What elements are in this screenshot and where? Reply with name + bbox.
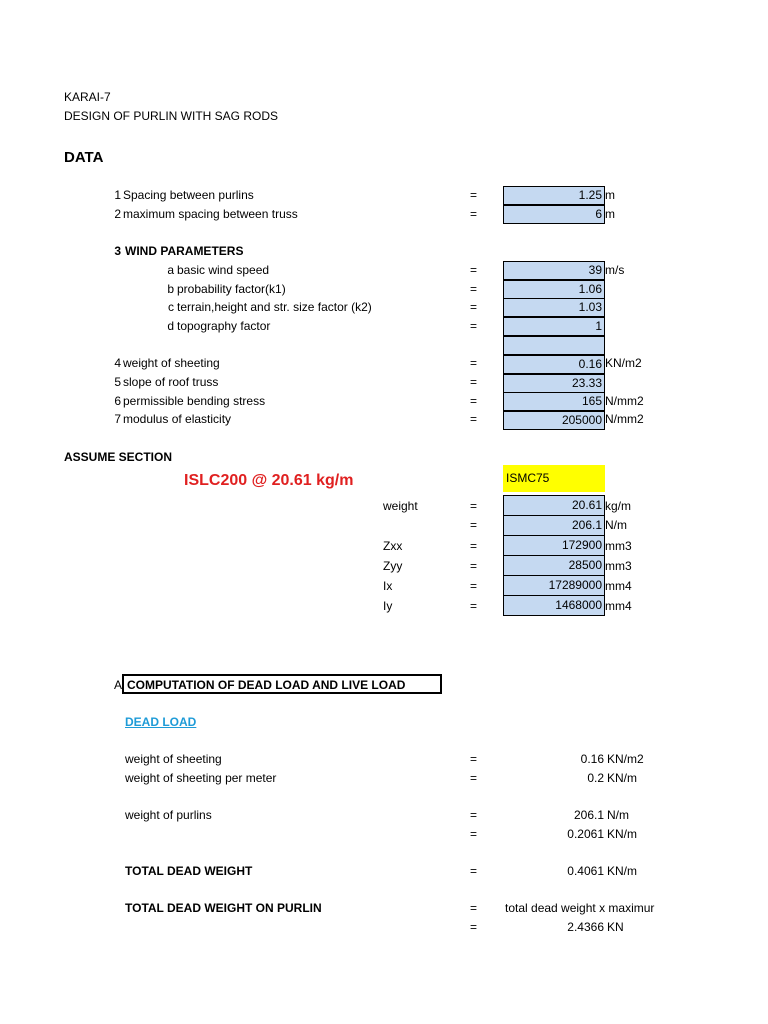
unit-label: N/mm2 <box>605 412 644 426</box>
calc-label: TOTAL DEAD WEIGHT <box>125 864 253 878</box>
equals-sign: = <box>470 539 478 553</box>
equals-sign: = <box>470 375 478 389</box>
empty-cell[interactable] <box>503 336 605 355</box>
equals-sign: = <box>470 920 478 934</box>
unit-label: kg/m <box>605 499 632 513</box>
unit-label: mm4 <box>605 579 632 593</box>
calc-label: TOTAL DEAD WEIGHT ON PURLIN <box>125 901 322 915</box>
prop-label: Zyy <box>383 559 403 573</box>
value-cell[interactable]: 39 <box>503 261 605 280</box>
row-num: 7 <box>114 412 121 426</box>
value-cell[interactable]: 23.33 <box>503 374 605 393</box>
row-label: maximum spacing between truss <box>123 207 298 221</box>
item-label: probability factor(k1) <box>177 282 286 296</box>
computation-title: COMPUTATION OF DEAD LOAD AND LIVE LOAD <box>127 678 406 692</box>
value-cell[interactable]: 1 <box>503 317 605 336</box>
row-label: slope of roof truss <box>123 375 219 389</box>
calc-value: 0.2 <box>587 771 604 785</box>
row-label: Spacing between purlins <box>123 188 254 202</box>
equals-sign: = <box>470 282 478 296</box>
value-cell[interactable]: 17289000 <box>503 575 605 596</box>
section-letter: A <box>114 678 123 692</box>
equals-sign: = <box>470 901 478 915</box>
unit-label: KN/m <box>607 771 637 785</box>
unit-label: KN/m <box>607 827 637 841</box>
calc-value: 0.16 <box>580 752 604 766</box>
section-title: ISLC200 @ 20.61 kg/m <box>184 472 354 489</box>
prop-label: Zxx <box>383 539 403 553</box>
wind-heading: WIND PARAMETERS <box>125 244 244 258</box>
unit-label: N/mm2 <box>605 394 644 408</box>
value-cell[interactable]: 205000 <box>503 411 605 430</box>
value-cell[interactable]: 6 <box>503 205 605 224</box>
calc-value: 206.1 <box>573 808 604 822</box>
sheet-id: KARAI-7 <box>64 90 111 104</box>
sheet-title: DESIGN OF PURLIN WITH SAG RODS <box>64 109 279 123</box>
data-heading: DATA <box>64 149 104 166</box>
value-cell[interactable]: 28500 <box>503 555 605 576</box>
value-cell[interactable]: 1.03 <box>503 298 605 317</box>
unit-label: N/m <box>605 518 627 532</box>
unit-label: m <box>605 188 615 202</box>
dead-load-link[interactable]: DEAD LOAD <box>125 715 197 729</box>
row-num: 5 <box>114 375 121 389</box>
unit-label: m <box>605 207 615 221</box>
item-letter: d <box>167 319 174 333</box>
calc-value: 2.4366 <box>567 920 604 934</box>
equals-sign: = <box>470 412 478 426</box>
equals-sign: = <box>470 263 478 277</box>
unit-label: KN/m <box>607 864 637 878</box>
section-name-cell[interactable]: ISMC75 <box>503 465 605 492</box>
row-label: modulus of elasticity <box>123 412 232 426</box>
equals-sign: = <box>470 300 478 314</box>
item-label: terrain,height and str. size factor (k2) <box>177 300 372 314</box>
unit-label: KN/m2 <box>607 752 644 766</box>
row-label: permissible bending stress <box>123 394 266 408</box>
row-num: 1 <box>114 188 121 202</box>
unit-label: m/s <box>605 263 625 277</box>
unit-label: mm4 <box>605 599 632 613</box>
computation-title-box <box>122 674 442 694</box>
value-cell[interactable]: 206.1 <box>503 515 605 536</box>
calc-label: weight of purlins <box>125 808 212 822</box>
value-cell[interactable]: 0.16 <box>503 355 605 374</box>
equals-sign: = <box>470 771 478 785</box>
calc-label: weight of sheeting per meter <box>125 771 277 785</box>
unit-label: KN/m2 <box>605 356 642 370</box>
equals-sign: = <box>470 864 478 878</box>
row-num: 2 <box>114 207 121 221</box>
prop-label: weight <box>383 499 418 513</box>
equals-sign: = <box>470 579 478 593</box>
item-letter: b <box>167 282 174 296</box>
row-num: 4 <box>114 356 121 370</box>
value-cell[interactable]: 20.61 <box>503 495 605 516</box>
item-letter: c <box>168 300 174 314</box>
equals-sign: = <box>470 827 478 841</box>
prop-label: Iy <box>383 599 393 613</box>
equals-sign: = <box>470 518 478 532</box>
item-label: basic wind speed <box>177 263 270 277</box>
value-cell[interactable]: 1.25 <box>503 186 605 205</box>
equals-sign: = <box>470 319 478 333</box>
row-num: 3 <box>114 244 121 258</box>
value-cell[interactable]: 1.06 <box>503 280 605 299</box>
equals-sign: = <box>470 599 478 613</box>
item-label: topography factor <box>177 319 271 333</box>
equals-sign: = <box>470 188 478 202</box>
unit-label: N/m <box>607 808 629 822</box>
equals-sign: = <box>470 394 478 408</box>
calc-value: 0.2061 <box>567 827 604 841</box>
equals-sign: = <box>470 499 478 513</box>
row-label: weight of sheeting <box>123 356 220 370</box>
unit-label: mm3 <box>605 559 632 573</box>
calc-label: weight of sheeting <box>125 752 222 766</box>
value-cell[interactable]: 165 <box>503 392 605 411</box>
item-letter: a <box>167 263 174 277</box>
equals-sign: = <box>470 356 478 370</box>
equals-sign: = <box>470 559 478 573</box>
value-cell[interactable]: 1468000 <box>503 595 605 616</box>
unit-label: mm3 <box>605 539 632 553</box>
row-num: 6 <box>114 394 121 408</box>
equals-sign: = <box>470 752 478 766</box>
prop-label: Ix <box>383 579 393 593</box>
calc-value: 0.4061 <box>567 864 604 878</box>
equals-sign: = <box>470 207 478 221</box>
value-cell[interactable]: 172900 <box>503 535 605 556</box>
unit-label: KN <box>607 920 624 934</box>
calc-formula: total dead weight x maximur <box>505 901 655 915</box>
section-heading: ASSUME SECTION <box>64 450 173 464</box>
equals-sign: = <box>470 808 478 822</box>
